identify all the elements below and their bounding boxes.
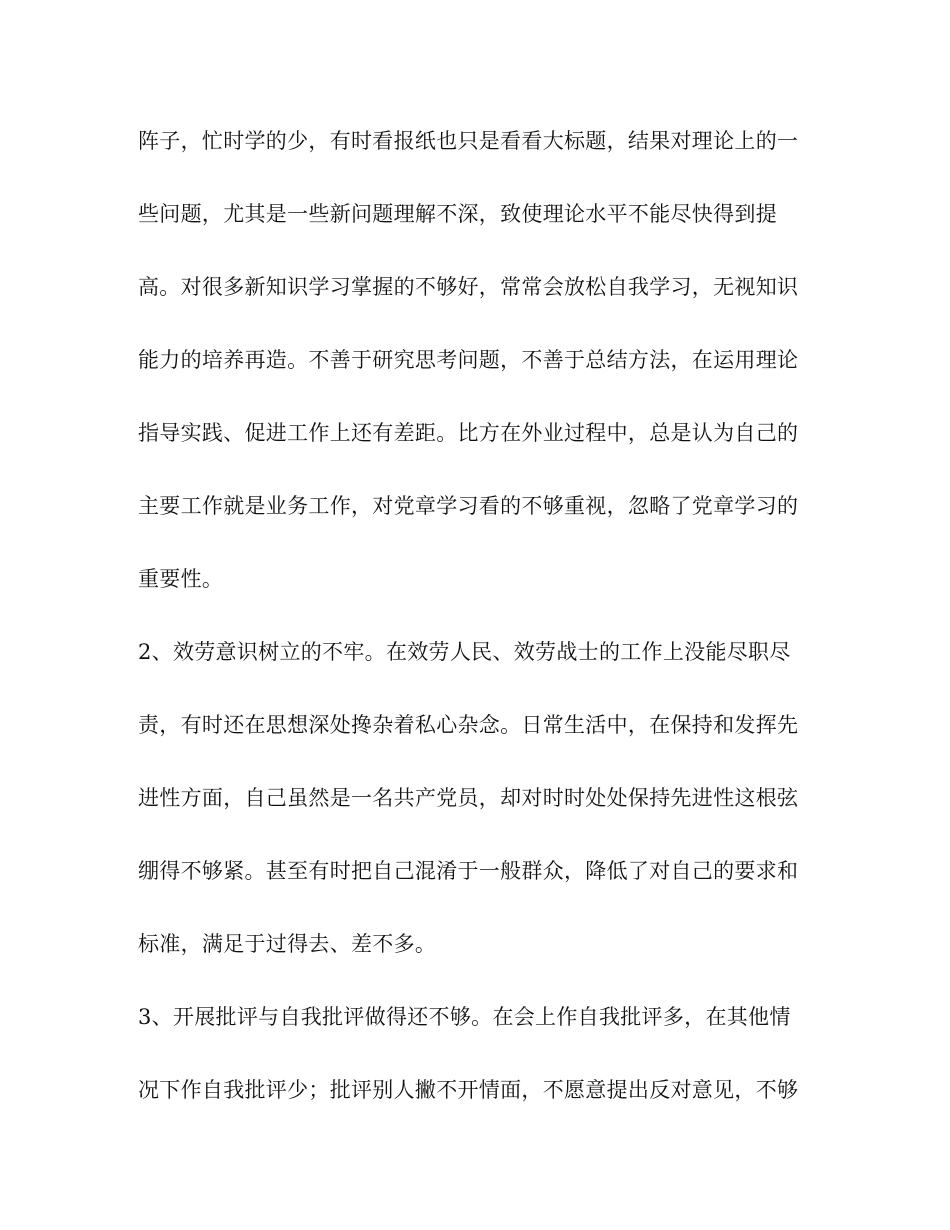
text-line: 高。对很多新知识学习掌握的不够好，常常会放松自我学习，无视知识 (138, 275, 799, 299)
text-line: 标准，满足于过得去、差不多。 (138, 932, 437, 956)
text-line: 指导实践、促进工作上还有差距。比方在外业过程中，总是认为自己的 (138, 421, 799, 445)
text-line: 能力的培养再造。不善于研究思考问题，不善于总结方法，在运用理论 (138, 348, 799, 372)
text-line: 3、开展批评与自我批评做得还不够。在会上作自我批评多，在其他情 (138, 1005, 791, 1029)
text-line: 阵子，忙时学的少，有时看报纸也只是看看大标题，结果对理论上的一 (138, 129, 799, 153)
text-line: 主要工作就是业务工作，对党章学习看的不够重视，忽略了党章学习的 (138, 494, 799, 518)
document-body (138, 121, 818, 1143)
text-line: 况下作自我批评少；批评别人撇不开情面，不愿意提出反对意见，不够 (138, 1078, 799, 1102)
text-line: 重要性。 (138, 567, 224, 591)
text-line: 绷得不够紧。甚至有时把自己混淆于一般群众，降低了对自己的要求和 (138, 859, 799, 883)
text-line: 2、效劳意识树立的不牢。在效劳人民、效劳战士的工作上没能尽职尽 (138, 640, 791, 664)
text-line: 责，有时还在思想深处搀杂着私心杂念。日常生活中，在保持和发挥先 (138, 713, 799, 737)
text-line: 些问题，尤其是一些新问题理解不深，致使理论水平不能尽快得到提 (138, 202, 777, 226)
text-line: 进性方面，自己虽然是一名共产党员，却对时时处处保持先进性这根弦 (138, 786, 799, 810)
